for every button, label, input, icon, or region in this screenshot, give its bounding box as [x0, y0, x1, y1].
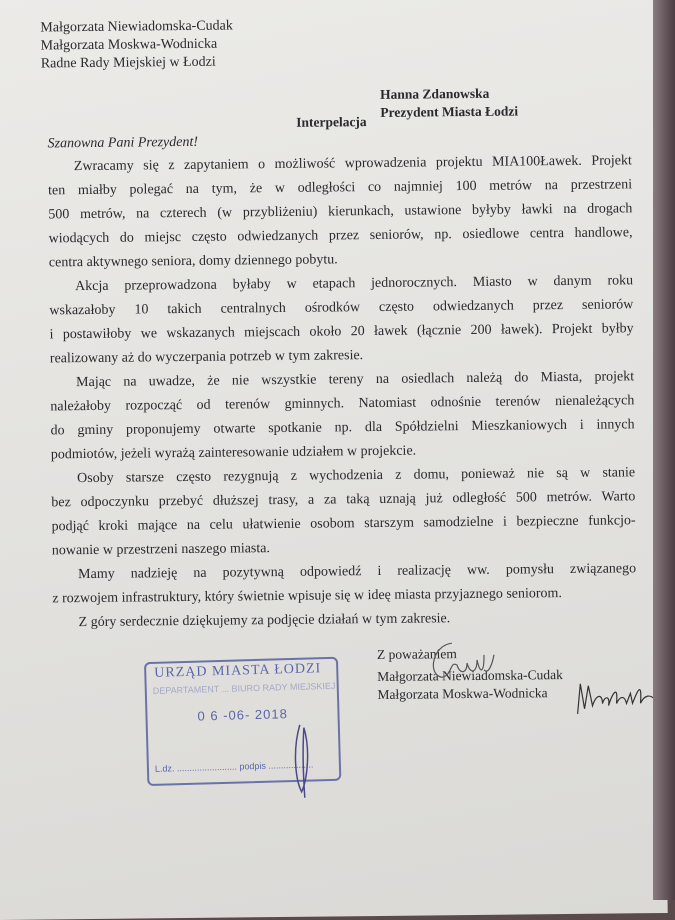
- handwritten-signature-1: [422, 635, 503, 686]
- handwritten-signature-2: [572, 673, 662, 719]
- signatory-2: Małgorzata Moskwa-Wodnicka: [377, 685, 548, 702]
- paragraph-line: z rozwojem infrastruktury, który świetnie wpisuje się w ideę miasta przyjaznego seniorom.: [52, 586, 562, 607]
- document-title: Interpelacja: [296, 114, 367, 130]
- signatory-1: Małgorzata Niewiadomska-Cudak: [377, 667, 563, 684]
- stamp-department: DEPARTAMENT ... BIURO RADY MIEJSKIEJ: [152, 680, 336, 696]
- paragraph-line: bez odpoczynku przebyć dłuższej trasy, a za taką uznają już odległość 500 metrów. Warto: [51, 489, 636, 511]
- paragraph-line: Akcja przeprowadzona byłaby w etapach jednorocznych. Miasto w danym roku: [75, 273, 634, 295]
- stamp-date: 0 6 -06- 2018: [197, 706, 289, 724]
- paragraph-line: ten miałby polegać na tym, że w odległości co najmniej 100 metrów na przestrzeni: [48, 177, 633, 199]
- paragraph-line: wiodących do miejsc często odwiedzanych przez seniorów, np. osiedlowe centra handlowe,: [48, 225, 633, 247]
- stamp-footer: L.dz. ........................ podpis ..................: [154, 759, 314, 774]
- closing: Z poważaniem: [376, 646, 457, 662]
- paragraph-line: Osoby starsze często rezygnują z wychodzenia z domu, ponieważ nie są w stanie: [77, 465, 636, 487]
- office-stamp: [144, 657, 341, 786]
- background-edge: [653, 0, 675, 900]
- paragraph-line: i postawiłoby we wskazanych miejscach około 20 ławek (łącznie 200 ławek). Projekt byłby: [49, 321, 634, 343]
- paragraph-line: Z góry serdecznie dziękujemy za podjęcie działań w tym zakresie.: [78, 611, 451, 631]
- paragraph-line: należałoby rozpocząć od terenów gminnych. Natomiast odnośnie terenów nienależących: [50, 393, 635, 415]
- paragraph-line: Zwracamy się z zapytaniem o możliwość wprowadzenia projektu MIA100Ławek. Projekt: [73, 153, 632, 175]
- recipient-title: Prezydent Miasta Łodzi: [380, 103, 519, 120]
- sender-name-1: Małgorzata Niewiadomska-Cudak: [40, 18, 233, 36]
- paragraph-line: do gminy proponujemy otwarte spotkanie np. dla Spółdzielni Mieszkaniowych i innych: [50, 417, 635, 439]
- paragraph-line: 500 metrów, na czterech (w przybliżeniu) kierunkach, ustawione byłyby ławki na drogach: [48, 201, 633, 223]
- salutation: Szanowna Pani Prezydent!: [47, 134, 199, 152]
- paragraph-line: wskazałoby 10 takich centralnych ośrodków często odwiedzanych przez seniorów: [49, 297, 634, 319]
- paragraph-line: podmiotów, jeżeli wyrażą zainteresowanie udziałem w projekcie.: [50, 443, 417, 463]
- paragraph-line: centra aktywnego seniora, domy dziennego pobytu.: [48, 252, 338, 271]
- sender-block: [40, 17, 233, 73]
- recipient-name: Hanna Zdanowska: [380, 85, 490, 102]
- paragraph-line: nowanie w przestrzeni naszego miasta.: [51, 541, 271, 559]
- stamp-office: URZĄD MIASTA ŁODZI: [154, 661, 322, 681]
- sender-role: Radne Rady Miejskiej w Łodzi: [40, 54, 216, 72]
- sender-name-2: Małgorzata Moskwa-Wodnicka: [40, 36, 218, 54]
- paragraph-line: realizowany aż do wyczerpania potrzeb w tym zakresie.: [49, 348, 364, 367]
- paragraph-line: Mamy nadzieję na pozytywną odpowiedź i realizację ww. pomysłu związanego: [78, 561, 637, 583]
- letter-body: [48, 149, 637, 635]
- paragraph-line: podjąć kroki mające na celu ułatwienie osobom starszym samodzielne i bezpieczne funkcjo-: [51, 513, 636, 535]
- paragraph-line: Mając na uwadze, że nie wszystkie tereny na osiedlach należą do Miasta, projekt: [76, 369, 635, 391]
- stamp-signature: [288, 719, 320, 800]
